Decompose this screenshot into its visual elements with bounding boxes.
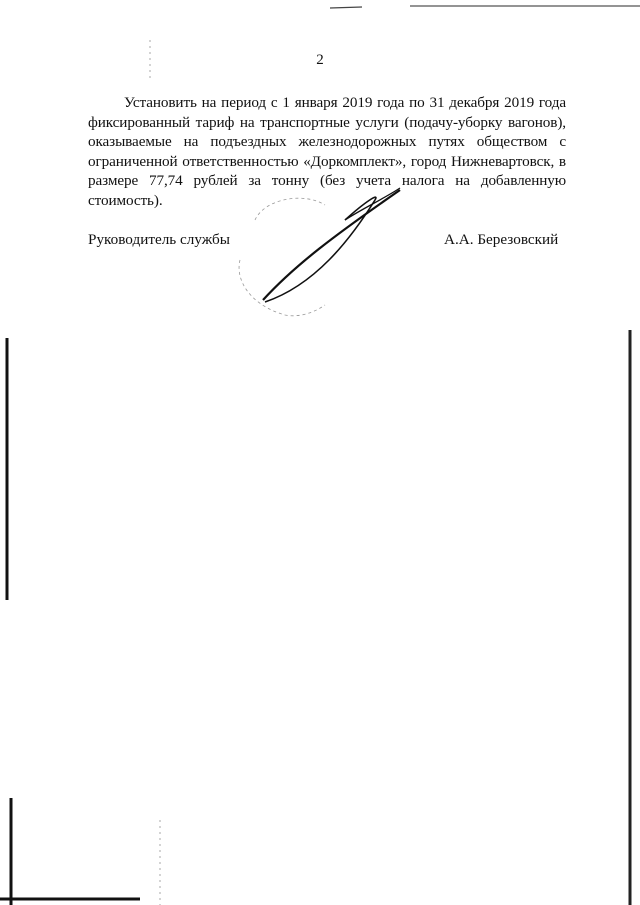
page-number: 2 xyxy=(316,52,324,68)
signatory-title: Руководитель службы xyxy=(88,231,230,248)
handwritten-signature xyxy=(225,180,425,320)
body-paragraph: Установить на период с 1 января 2019 года по 31 декабря 2019 года фиксированный тариф на транспортные услуги (подачу-уборку вагонов), оказываемые на подъездных железнодорожных путях обществом с ограниченной ответственностью «Доркомплект», город Нижневартовск, в размере 77,74 рублей за тонну (без учета налога на добавленную стоимость). xyxy=(88,94,566,209)
stamp-outline xyxy=(239,198,325,316)
signatory-name: А.А. Березовский xyxy=(444,231,559,248)
signature-stroke xyxy=(263,190,400,300)
signature-stroke xyxy=(265,197,376,302)
signature-stroke xyxy=(345,188,400,220)
top-edge-mark xyxy=(330,7,362,8)
